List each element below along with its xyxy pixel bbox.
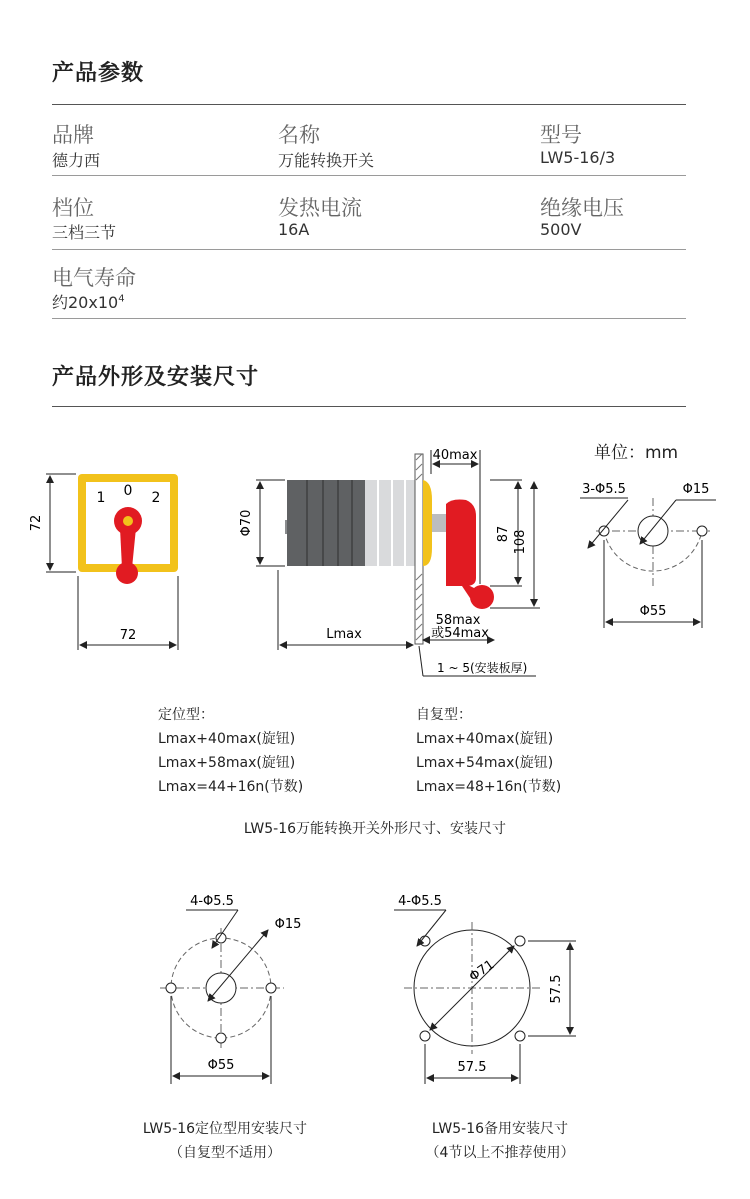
section-title-dimensions: 产品外形及安装尺寸 — [52, 365, 260, 390]
dim-108: 108 — [513, 529, 528, 555]
mount-left-drawing — [160, 894, 301, 1084]
front-height-dim: 72 — [29, 514, 44, 532]
caption-mount-right-line1: LW5-16备用安装尺寸 — [431, 1121, 569, 1137]
divider — [52, 249, 686, 250]
unit-label: 单位：mm — [594, 443, 679, 463]
notes-return-line: Lmax+54max(旋钮) — [416, 755, 554, 771]
notes-fixed-line: Lmax+58max(旋钮) — [158, 755, 296, 771]
param-value-life: 约$20x10^4$ — [52, 293, 125, 312]
notes-fixed — [158, 703, 303, 799]
dim-right-dia: Φ71 — [466, 957, 498, 985]
dim-58max: 58max — [435, 613, 481, 628]
divider — [52, 175, 686, 176]
param-value-name: 万能转换开关 — [278, 151, 375, 170]
pos-0-label: 0 — [123, 483, 133, 499]
caption-main: LW5-16万能转换开关外形尺寸、安装尺寸 — [243, 821, 507, 837]
dim-small-center: Φ15 — [682, 482, 710, 497]
dim-or54max: 或54max — [431, 626, 489, 641]
dim-right-holes: 4-Φ5.5 — [398, 894, 442, 909]
divider — [52, 406, 686, 407]
dim-left-center: Φ15 — [274, 917, 302, 932]
dim-40max: 40max — [432, 448, 478, 463]
dim-left-holes: 4-Φ5.5 — [190, 894, 234, 909]
param-label-life: 电气寿命 — [52, 266, 136, 290]
front-width-dim: 72 — [119, 628, 137, 643]
dim-small-holes: 3-Φ5.5 — [582, 482, 626, 497]
param-label-model: 型号 — [540, 123, 582, 147]
pos-1-label: 1 — [96, 490, 106, 506]
notes-return-line: Lmax+40max(旋钮) — [416, 731, 554, 747]
dim-small-pcd: Φ55 — [639, 604, 667, 619]
notes-return — [416, 703, 561, 799]
hole-view-small — [580, 482, 716, 628]
dim-right-w: 57.5 — [457, 1060, 487, 1075]
param-value-current: 16A — [278, 220, 310, 239]
divider — [52, 104, 686, 105]
dim-right-h: 57.5 — [549, 974, 564, 1004]
param-label-name: 名称 — [278, 123, 320, 147]
dim-left-pcd: Φ55 — [207, 1058, 235, 1073]
notes-fixed-title: 定位型： — [158, 707, 214, 723]
caption-mount-left-line1: LW5-16定位型用安装尺寸 — [142, 1121, 308, 1137]
dim-87: 87 — [496, 525, 511, 543]
param-value-voltage: 500V — [540, 220, 582, 239]
section-title-params: 产品参数 — [52, 61, 145, 86]
notes-return-title: 自复型： — [416, 707, 472, 723]
side-view-drawing — [239, 448, 540, 676]
pos-2-label: 2 — [151, 490, 161, 506]
param-value-brand: 德力西 — [52, 151, 101, 170]
divider — [52, 318, 686, 319]
front-view-drawing — [29, 474, 178, 650]
mount-right-drawing — [394, 894, 576, 1084]
param-label-current: 发热电流 — [278, 196, 362, 220]
caption-mount-right — [400, 1117, 600, 1165]
caption-mount-right-line2: （4节以上不推荐使用） — [425, 1145, 575, 1161]
notes-return-line: Lmax=48+16n(节数) — [416, 779, 562, 795]
caption-mount-left — [130, 1117, 320, 1165]
param-value-model: LW5-16/3 — [540, 148, 616, 167]
notes-fixed-line: Lmax+40max(旋钮) — [158, 731, 296, 747]
param-label-brand: 品牌 — [52, 123, 94, 147]
param-label-position: 档位 — [52, 196, 94, 220]
param-label-voltage: 绝缘电压 — [540, 196, 624, 220]
dim-phi70: Φ70 — [239, 509, 254, 537]
caption-mount-left-line2: （自复型不适用） — [169, 1145, 281, 1161]
dim-plate-thickness: 1 ~ 5(安装板厚) — [437, 661, 528, 675]
drawing-area — [0, 420, 750, 1120]
dim-lmax: Lmax — [326, 627, 362, 642]
param-value-position: 三档三节 — [52, 223, 117, 242]
notes-fixed-line: Lmax=44+16n(节数) — [158, 779, 304, 795]
